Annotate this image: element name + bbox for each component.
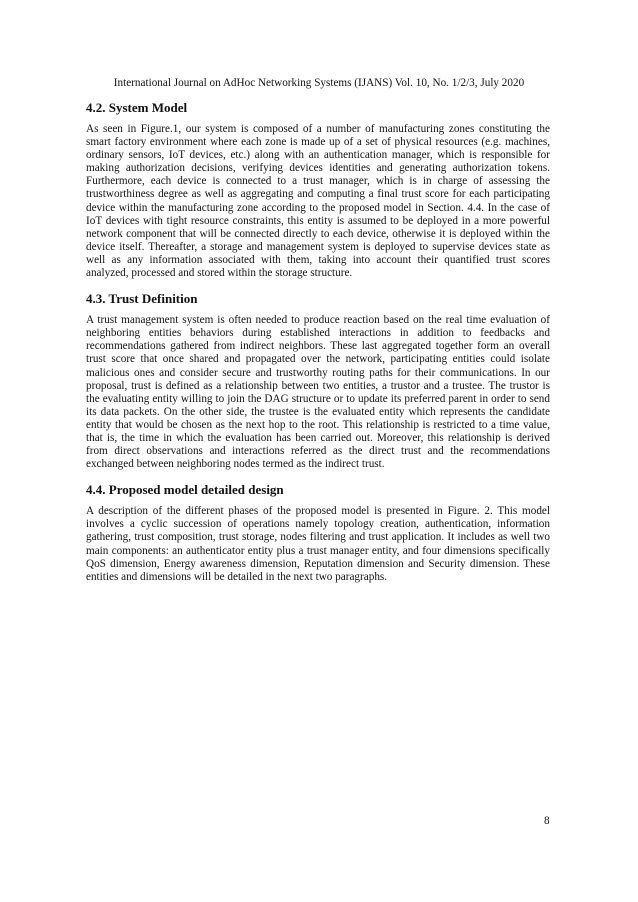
section-trust-definition [86, 291, 550, 471]
section-proposed-model [86, 482, 550, 584]
section-heading: 4.3. Trust Definition [86, 291, 198, 307]
section-heading: 4.4. Proposed model detailed design [86, 482, 284, 498]
section-heading: 4.2. System Model [86, 100, 188, 115]
page-number: 8 [544, 815, 550, 827]
section-system-model [86, 100, 550, 280]
running-header: International Journal on AdHoc Networking Systems (IJANS) Vol. 10, No. 1/2/3, July 2020 [113, 77, 525, 89]
section-paragraph: As seen in Figure.1, our system is composed of a number of manufacturing zones constituting the smart factory environment where each zone is made up of a set of physical resources (e.g. machines, ordinary sensors, IoT devices, etc.) along with an authentication manager, which is responsible for making authorization decisions, verifying devices identities and generating authorization tokens. Furthermore, each device is connected to a trust manager, which is in charge of assessing the trustworthiness degree as well as aggregating and computing a final trust score for each participating device within the manufacturing zone according to the proposed model in Section. 4.4. In the case of IoT devices with tight resource constraints, this entity is assumed to be deployed in a more powerful network component that will be connected directly to each device, otherwise it is deployed within the device itself. Thereafter, a storage and management system is deployed to supervise devices state as well as any information associated with them, taking into account their quantified trust scores analyzed, processed and stored within the storage structure. [86, 123, 550, 280]
section-paragraph: A trust management system is often needed to produce reaction based on the real time evaluation of neighboring entities behaviors during established interactions in addition to feedbacks and recommendations gathered from indirect neighbors. These last aggregated together form an overall trust score that once shared and propagated over the network, participating entities could isolate malicious ones and consider secure and trustworthy routing paths for their communications. In our proposal, trust is defined as a relationship between two entities, a trustor and a trustee. The trustor is the evaluating entity willing to join the DAG structure or to update its preferred parent in order to send its data packets. On the other side, the trustee is the evaluated entity which represents the candidate entity that would be chosen as the next hop to the root. This relationship is restricted to a time value, that is, the time in which the evaluation has been carried out. Moreover, this relationship is derived from direct observations and interactions referred as the direct trust and the recommendations exchanged between neighboring nodes termed as the indirect trust. [86, 314, 550, 471]
section-paragraph: A description of the different phases of the proposed model is presented in Figure. 2. This model involves a cyclic succession of operations namely topology creation, authentication, information gathering, trust composition, trust storage, nodes filtering and trust application. It includes as well two main components: an authenticator entity plus a trust manager entity, and four dimensions specifically QoS dimension, Energy awareness dimension, Reputation dimension and Security dimension. These entities and dimensions will be detailed in the next two paragraphs. [86, 505, 550, 583]
page-body [86, 100, 550, 595]
